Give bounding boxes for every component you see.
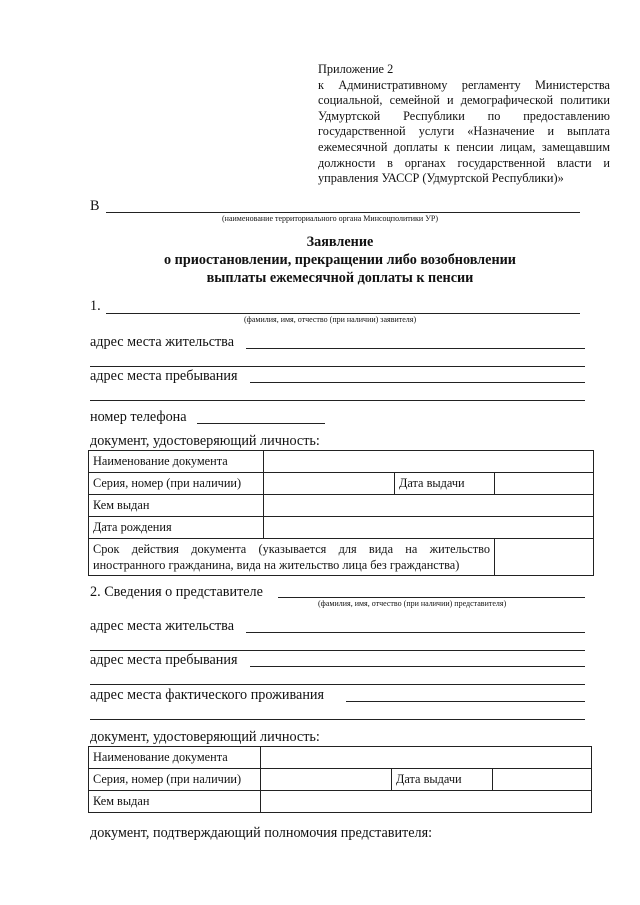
table-row xyxy=(89,539,594,576)
rep-actual-address-field[interactable] xyxy=(346,701,585,702)
issue-date-cell[interactable] xyxy=(495,473,594,495)
representative-name-caption: (фамилия, имя, отчество (при наличии) представителя) xyxy=(318,599,507,608)
representative-name-field[interactable] xyxy=(278,597,585,598)
doc-name-label: Наименование документа xyxy=(89,451,264,473)
rep-series-cell[interactable] xyxy=(261,769,392,791)
appendix-line: управления УАССР (Удмуртской Республики)» xyxy=(318,171,564,186)
phone-field[interactable] xyxy=(197,423,325,424)
appendix-line: к Административному регламенту Министерства xyxy=(318,77,610,92)
rep-issued-by-label: Кем выдан xyxy=(89,791,261,813)
appendix-line: Приложение 2 xyxy=(318,62,394,76)
appendix-line: Удмуртской Республики по предоставлению xyxy=(318,108,610,123)
appendix-line: государственной услуги «Назначение и выплата xyxy=(318,124,610,139)
rep-issued-by-cell[interactable] xyxy=(261,791,592,813)
table-row xyxy=(89,451,594,473)
appendix-line: должности в органах государственной власти и xyxy=(318,155,610,170)
addressee-prefix: В xyxy=(90,198,100,214)
validity-label-cell xyxy=(89,539,495,576)
appendix-line: социальной, семейной и демографической политики xyxy=(318,93,610,108)
rep-residence-field[interactable] xyxy=(246,632,585,633)
rep-residence-field-continued[interactable] xyxy=(90,650,585,651)
rep-residence-label: адрес места жительства xyxy=(90,618,234,634)
rep-series-label: Серия, номер (при наличии) xyxy=(89,769,261,791)
id-document-label: документ, удостоверяющий личность: xyxy=(90,433,320,449)
table-row xyxy=(89,769,592,791)
validity-label-line2: иностранного гражданина, вида на жительство лица без гражданства) xyxy=(93,558,460,572)
applicant-name-field[interactable] xyxy=(106,313,580,314)
authority-document-label: документ, подтверждающий полномочия представителя: xyxy=(90,825,433,841)
table-row xyxy=(89,473,594,495)
table-row xyxy=(89,791,592,813)
rep-actual-address-field-continued[interactable] xyxy=(90,719,585,720)
appendix-note xyxy=(318,62,610,187)
validity-label-line1: Срок действия документа (указывается для вида на жительство xyxy=(93,542,490,556)
rep-issue-date-label: Дата выдачи xyxy=(392,769,493,791)
applicant-id-table xyxy=(88,450,594,576)
rep-id-document-label: документ, удостоверяющий личность: xyxy=(90,729,320,745)
table-row xyxy=(89,747,592,769)
rep-stay-field-continued[interactable] xyxy=(90,684,585,685)
residence-label: адрес места жительства xyxy=(90,334,234,350)
series-label: Серия, номер (при наличии) xyxy=(89,473,264,495)
issue-date-label: Дата выдачи xyxy=(395,473,495,495)
addressee-field[interactable] xyxy=(106,212,580,213)
document-subtitle-line2: выплаты ежемесячной доплаты к пенсии xyxy=(206,270,474,286)
stay-field[interactable] xyxy=(250,382,585,383)
rep-issue-date-cell[interactable] xyxy=(493,769,592,791)
rep-stay-label: адрес места пребывания xyxy=(90,652,238,668)
doc-name-cell[interactable] xyxy=(264,451,594,473)
table-row xyxy=(89,495,594,517)
document-subtitle-line1: о приостановлении, прекращении либо возобновлении xyxy=(164,252,516,268)
rep-actual-address-label: адрес места фактического проживания xyxy=(90,687,325,703)
addressee-caption: (наименование территориального органа Минсоцполитики УР) xyxy=(222,214,438,223)
representative-id-table xyxy=(88,746,592,813)
section1-number: 1. xyxy=(90,298,101,314)
issued-by-cell[interactable] xyxy=(264,495,594,517)
rep-doc-name-cell[interactable] xyxy=(261,747,592,769)
stay-field-continued[interactable] xyxy=(90,400,585,401)
birth-date-cell[interactable] xyxy=(264,517,594,539)
rep-stay-field[interactable] xyxy=(250,666,585,667)
rep-doc-name-label: Наименование документа xyxy=(89,747,261,769)
representative-section-label: 2. Сведения о представителе xyxy=(90,584,263,600)
issued-by-label: Кем выдан xyxy=(89,495,264,517)
birth-date-label: Дата рождения xyxy=(89,517,264,539)
validity-cell[interactable] xyxy=(495,539,594,576)
series-cell[interactable] xyxy=(264,473,395,495)
residence-field[interactable] xyxy=(246,348,585,349)
residence-field-continued[interactable] xyxy=(90,366,585,367)
applicant-name-caption: (фамилия, имя, отчество (при наличии) заявителя) xyxy=(244,315,417,324)
document-title: Заявление xyxy=(306,234,374,250)
table-row xyxy=(89,517,594,539)
phone-label: номер телефона xyxy=(90,409,187,425)
appendix-line: ежемесячной доплаты к пенсии лицам, замещавшим xyxy=(318,139,610,154)
stay-label: адрес места пребывания xyxy=(90,368,238,384)
